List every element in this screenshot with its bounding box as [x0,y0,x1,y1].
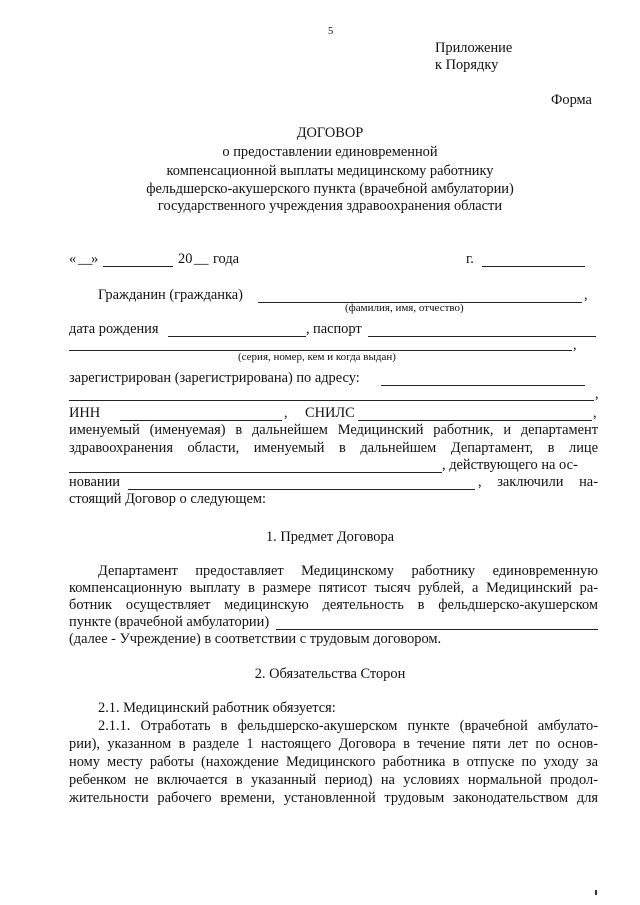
registered-label: зарегистрирован (зарегистрирована) по адресу: [69,370,360,386]
section-2-line-3: ному месту работы (нахождение Медицинского работника в отпуске по уходу за [69,755,598,770]
section-2-line-5: жительности рабочего времени, установленной трудовым законодательством для [69,791,598,806]
body-line-2: здравоохранения области, именуемый в дальнейшем Департамент, в лице [69,441,598,456]
title-line-2: компенсационной выплаты медицинскому работнику [166,163,494,179]
date-year-prefix: 20 [178,251,193,267]
address-blank-2 [69,400,594,401]
appendix-line-1: Приложение [435,40,513,56]
scan-speck [595,890,597,895]
section-1-line-2: компенсационную выплату в размере пятисот тысяч рублей, а Медицинский ра- [69,581,598,596]
title-line-4: государственного учреждения здравоохранения области [157,198,503,214]
address-comma: , [595,386,599,402]
citizen-comma: , [584,287,588,303]
appendix-line-2: к Порядку [435,57,499,73]
institution-blank [276,629,598,630]
section-1-heading: 1. Предмет Договора [265,529,395,545]
inn-label: ИНН [69,405,101,421]
birth-label: дата рождения [69,321,159,337]
section-2-line-1: 2.1.1. Отработать в фельдшерско-акушерском пункте (врачебной амбулато- [98,719,598,734]
date-quote-open: « [69,251,77,267]
body-line-1: именуемый (именуемая) в дальнейшем Медицинский работник, и департамент [69,423,598,438]
page-number: 5 [328,26,334,37]
snils-comma: , [593,405,597,421]
date-day-blank: __ [78,251,93,267]
city-blank [482,266,585,267]
passport-details-comma: , [573,337,577,353]
basis-label: новании [69,474,120,490]
birth-date-blank [168,336,306,337]
citizen-label: Гражданин (гражданка) [98,287,243,303]
section-2-line-4: ребенком не включается в указанный период) на условиях нормальной продол- [69,773,598,788]
passport-label: паспорт [313,321,362,337]
title-line-1: о предоставлении единовременной [222,144,438,160]
representative-blank [69,472,442,473]
section-2-line-2: рии), указанном в разделе 1 настоящего Договора в течение пяти лет по основ- [69,737,598,752]
birth-comma: , [306,321,310,337]
basis-blank [128,489,475,490]
inn-comma: , [284,405,288,421]
inn-blank [120,420,282,421]
title-line-3: фельдшерско-акушерского пункта (врачебной амбулатории) [146,181,514,197]
snils-label: СНИЛС [305,405,355,421]
document-heading: ДОГОВОР [296,125,364,141]
snils-blank [358,420,592,421]
city-prefix: г. [466,251,474,267]
section-1-line-1: Департамент предоставляет Медицинскому работнику единовременную [98,564,598,579]
section-1-line-4: пункте (врачебной амбулатории) [69,614,270,630]
section-1-line-5: (далее - Учреждение) в соответствии с трудовым договором. [69,631,442,647]
concluded-text: , заключили на- [478,475,598,490]
section-2-sub-1: 2.1. Медицинский работник обязуется: [98,700,336,716]
passport-blank [368,336,596,337]
date-year-blank: __ [194,251,209,267]
section-2-heading: 2. Обязательства Сторон [254,666,406,682]
address-blank [381,385,585,386]
date-quote-close: » [91,251,99,267]
date-month-blank [103,266,173,267]
date-year-word: года [213,251,240,267]
acting-text: , действующего на ос- [442,457,578,473]
passport-hint: (серия, номер, кем и когда выдан) [238,351,396,363]
citizen-name-hint: (фамилия, имя, отчество) [345,302,464,314]
section-1-line-3: ботник осуществляет медицинскую деятельность в фельдшерско-акушерском [69,598,598,613]
form-label: Форма [551,92,592,108]
final-line: стоящий Договор о следующем: [69,491,266,507]
